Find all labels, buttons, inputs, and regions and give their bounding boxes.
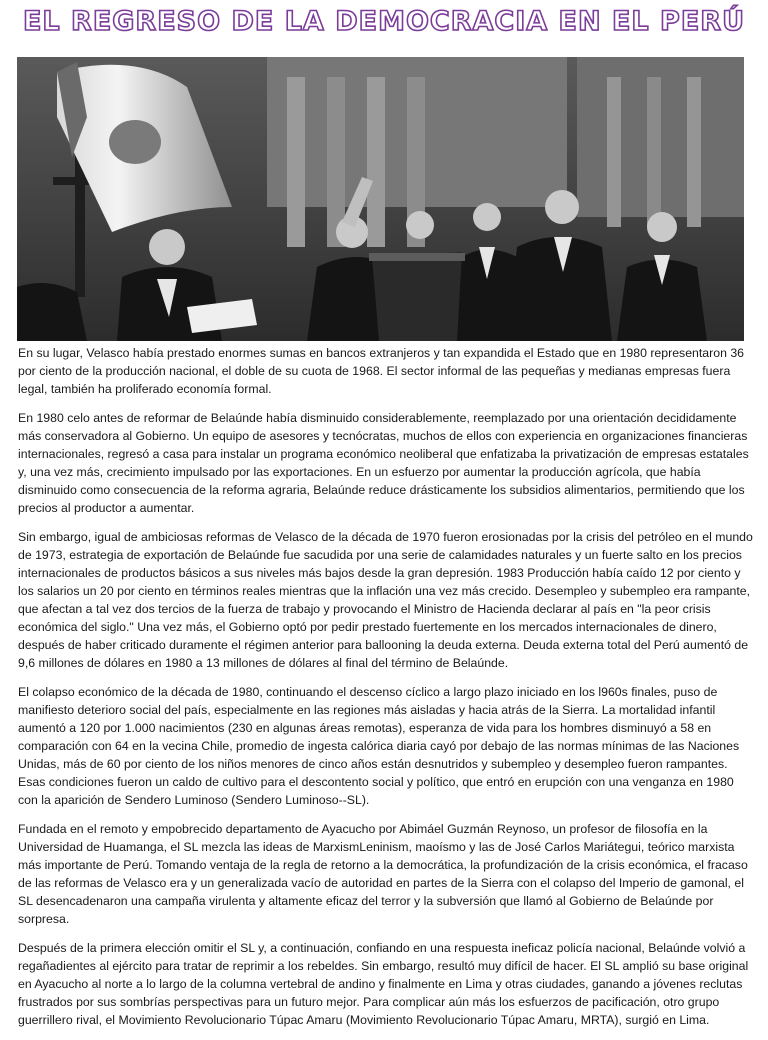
paragraph: Después de la primera elección omitir el SL y, a continuación, confiando en una respuesta ineficaz policía nacional, Belaúnde volvió a regañadientes al ejército para tratar de reprimir a los rebeldes. Sin embargo, resultó muy difícil de hacer. El SL amplió su base original en Ayacucho al norte a lo largo de la columna vertebral de andino y finalmente en Lima y otras ciudades, ganando a jóvenes reclutas frustrados por sus sombrías perspectivas para un futuro mejor. Para complicar aún más los esfuerzos de pacificación, otro grupo guerrillero rival, el Movimiento Revolucionario Túpac Amaru (Movimiento Revolucionario Túpac Amaru, MRTA), surgió en Lima. <box>18 941 749 1027</box>
paragraph: Fundada en el remoto y empobrecido departamento de Ayacucho por Abimáel Guzmán Reynoso, un profesor de filosofía en la Universidad de Huamanga, el SL mezcla las ideas de MarxismLeninism, maoísmo y las de José Carlos Mariátegui, teórico marxista más importante de Perú. Tomando ventaja de la regla de retorno a la democrática, la profundización de la crisis económica, el fracaso de las reformas de Velasco era y un generalizada vacío de autoridad en partes de la Sierra con el colapso del Imperio de gamonal, el SL desencadenaron una campaña virulenta y altamente eficaz del terror y la subversión que llamó al Gobierno de Belaúnde por sorpresa. <box>18 822 748 926</box>
article-body <box>18 344 756 1040</box>
page-title: EL REGRESO DE LA DEMOCRACIA EN EL PERÚ <box>22 6 745 37</box>
paragraph: En su lugar, Velasco había prestado enormes sumas en bancos extranjeros y tan expandida el Estado que en 1980 representaron 36 por ciento de la producción nacional, el doble de su cuota de 1968. El sector informal de las pequeñas y medianas empresas fuera legal, también ha proliferado economía formal. <box>18 346 744 396</box>
paragraph: Sin embargo, igual de ambiciosas reformas de Velasco de la década de 1970 fueron erosionadas por la crisis del petróleo en el mundo de 1973, estrategia de exportación de Belaúnde fue sacudida por una serie de calamidades naturales y un fuerte salto en los precios internacionales de productos básicos a sus niveles más bajos desde la gran depresión. 1983 Producción había caído 12 por ciento y los salarios un 20 por ciento en términos reales mientras que la inflación una vez más crecido. Desempleo y subempleo era rampante, que afectan a tal vez dos tercios de la fuerza de trabajo y provocando el Ministro de Hacienda declarar al país en "la peor crisis económica del siglo." Una vez más, el Gobierno optó por pedir prestado fuertemente en los mercados internacionales de dinero, después de haber criticado duramente el régimen anterior para ballooning la deuda externa. Deuda externa total del Perú aumentó de 9,6 millones de dólares en 1980 a 13 millones de dólares al final del término de Belaúnde. <box>18 530 753 670</box>
paragraph: En 1980 celo antes de reformar de Belaúnde había disminuido considerablemente, reemplazado por una orientación decididamente más conservadora al Gobierno. Un equipo de asesores y tecnócratas, muchos de ellos con experiencia en organizaciones financieras internacionales, regresó a casa para instalar un programa económico neoliberal que enfatizaba la privatización de empresas estatales y, una vez más, crecimiento impulsado por las exportaciones. En un esfuerzo por aumentar la producción agrícola, que había disminuido como consecuencia de la reforma agraria, Belaúnde reduce drásticamente los subsidios alimentarios, permitiendo que los precios al productor a aumentar. <box>18 411 749 515</box>
photo-icon <box>17 57 744 341</box>
historical-photo <box>17 57 744 341</box>
paragraph: El colapso económico de la década de 1980, continuando el descenso cíclico a largo plazo iniciado en los l960s finales, puso de manifiesto deterioro social del país, especialmente en las regiones más aisladas y hacia atrás de la Sierra. La mortalidad infantil aumentó a 120 por 1.000 nacimientos (230 en algunas áreas remotas), esperanza de vida para los hombres disminuyó a 58 en comparación con 64 en la vecina Chile, promedio de ingesta calórica diaria cayó por debajo de las normas mínimas de las Naciones Unidas, más de 60 por ciento de los niños menores de cinco años están desnutridos y subempleo y desempleo fueron rampantes. Esas condiciones fueron un caldo de cultivo para el descontento social y político, que entró en erupción con una venganza en 1980 con la aparición de Sendero Luminoso (Sendero Luminoso--SL). <box>18 685 740 807</box>
